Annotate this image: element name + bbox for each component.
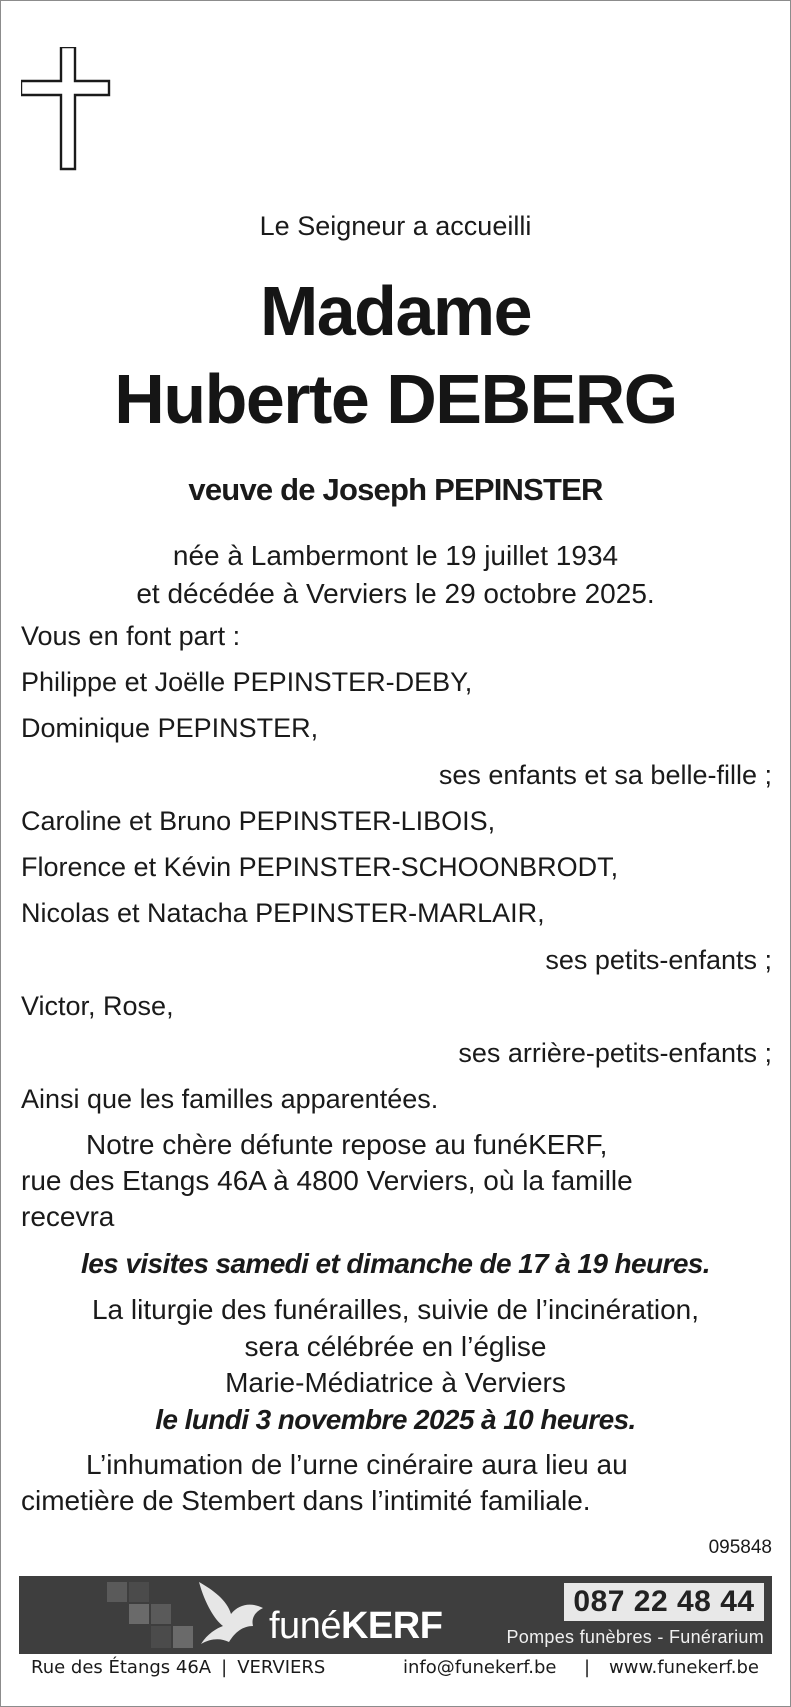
- liturgy-line: Marie-Médiatrice à Verviers: [225, 1367, 566, 1398]
- rest-line: recevra: [21, 1201, 115, 1232]
- tagline: Pompes funèbres - Funérarium: [506, 1627, 764, 1647]
- burial-paragraph: [21, 1447, 773, 1519]
- decor-square: [107, 1582, 127, 1602]
- footer-website[interactable]: www.funekerf.be: [609, 1657, 759, 1678]
- burial-line: cimetière de Stembert dans l’intimité familiale.: [21, 1485, 591, 1516]
- footer-separator: |: [584, 1657, 591, 1678]
- liturgy-date: le lundi 3 novembre 2025 à 10 heures.: [155, 1404, 636, 1435]
- deceased-name: Huberte DEBERG: [114, 360, 677, 438]
- liturgy-line: sera célébrée en l’église: [244, 1331, 547, 1362]
- title-honorific: Madame: [259, 272, 532, 350]
- intro-text: Le Seigneur a accueilli: [259, 211, 532, 241]
- family-member: Nicolas et Natacha PEPINSTER-MARLAIR,: [21, 898, 545, 928]
- family-member: Caroline et Bruno PEPINSTER-LIBOIS,: [21, 806, 496, 836]
- death-info: et décédée à Verviers le 29 octobre 2025.: [136, 578, 655, 609]
- relation-label: ses arrière-petits-enfants ;: [458, 1038, 772, 1068]
- funeral-home-brand: [269, 1604, 442, 1648]
- funeral-home-banner: [19, 1576, 772, 1654]
- family-member: Florence et Kévin PEPINSTER-SCHOONBRODT,: [21, 852, 619, 882]
- families-line: Ainsi que les familles apparentées.: [21, 1084, 439, 1114]
- footer-email[interactable]: info@funekerf.be: [403, 1657, 557, 1678]
- birth-info: née à Lambermont le 19 juillet 1934: [172, 540, 619, 571]
- rest-paragraph: [21, 1127, 773, 1235]
- widow-of: veuve de Joseph PEPINSTER: [188, 472, 603, 507]
- footer-address: Rue des Étangs 46A: [31, 1657, 212, 1678]
- notice-intro: Vous en font part :: [21, 621, 241, 651]
- decor-square: [129, 1604, 149, 1624]
- decor-square: [173, 1626, 193, 1648]
- cross-icon: [21, 47, 119, 184]
- visits-info: les visites samedi et dimanche de 17 à 19 heures.: [81, 1248, 710, 1279]
- footer-separator: |: [221, 1657, 228, 1678]
- reference-number: 095848: [708, 1537, 772, 1558]
- decor-square: [151, 1604, 171, 1624]
- relation-label: ses enfants et sa belle-fille ;: [438, 760, 772, 790]
- decor-square: [151, 1626, 171, 1648]
- footer-city: VERVIERS: [237, 1657, 326, 1678]
- footer-contact: [31, 1656, 771, 1680]
- brand-suffix: KERF: [340, 1605, 443, 1647]
- brand-prefix: funé: [269, 1605, 341, 1647]
- rest-line: Notre chère défunte repose au funéKERF,: [86, 1129, 608, 1160]
- dove-icon: [193, 1580, 275, 1650]
- family-member: Victor, Rose,: [21, 991, 174, 1021]
- rest-line: rue des Etangs 46A à 4800 Verviers, où la famille: [21, 1165, 633, 1196]
- phone-number: 087 22 48 44: [564, 1583, 764, 1621]
- family-member: Dominique PEPINSTER,: [21, 713, 319, 743]
- burial-line: L’inhumation de l’urne cinéraire aura lieu au: [86, 1449, 628, 1480]
- family-member: Philippe et Joëlle PEPINSTER-DEBY,: [21, 667, 473, 697]
- relation-label: ses petits-enfants ;: [545, 945, 772, 975]
- liturgy-line: La liturgie des funérailles, suivie de l’incinération,: [91, 1294, 699, 1325]
- decor-square: [129, 1582, 149, 1602]
